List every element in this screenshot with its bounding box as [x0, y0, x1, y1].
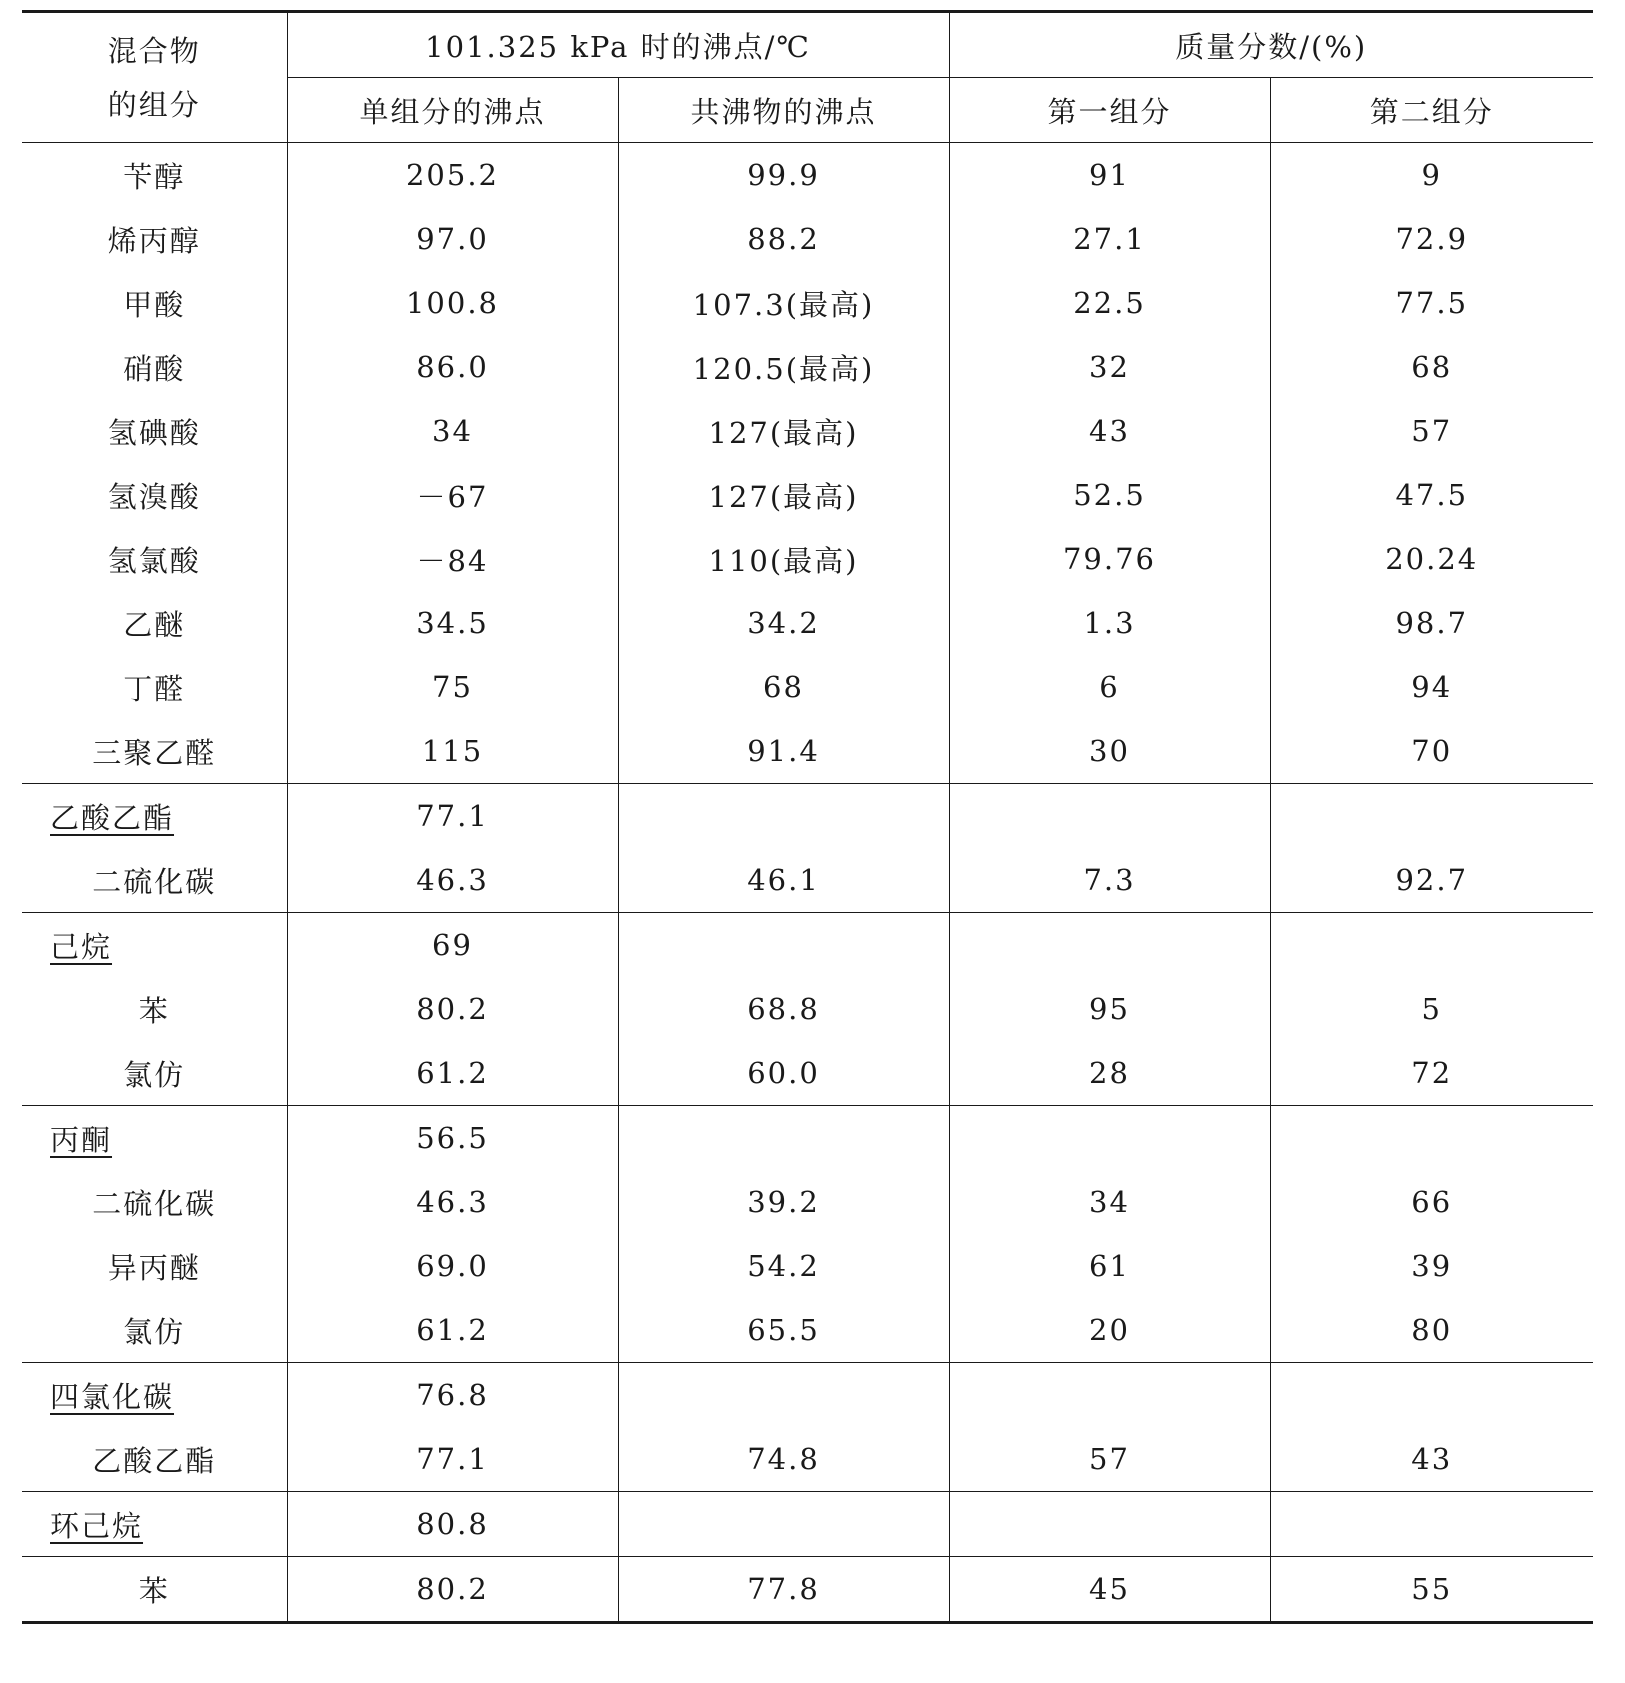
table-row [22, 1363, 1593, 1428]
table-row [22, 271, 1593, 335]
cell-bp-azeotrope [618, 913, 949, 978]
cell-bp-azeotrope [618, 784, 949, 849]
cell-first-component: 34 [949, 1170, 1270, 1234]
component-name-text: 己烷 [50, 929, 113, 964]
cell-second-component: 72.9 [1270, 207, 1593, 271]
cell-bp-azeotrope: 46.1 [618, 848, 949, 913]
cell-bp-single: 205.2 [287, 143, 618, 208]
mixture-group-name [22, 1106, 287, 1171]
cell-bp-single: 56.5 [287, 1106, 618, 1171]
cell-bp-azeotrope: 65.5 [618, 1298, 949, 1363]
component-name [22, 143, 287, 208]
component-name-text: 甲酸 [123, 287, 186, 322]
cell-bp-single: 86.0 [287, 335, 618, 399]
component-name-text: 苄醇 [123, 159, 186, 194]
cell-first-component: 52.5 [949, 463, 1270, 527]
component-name-text: 乙酸乙酯 [50, 800, 175, 835]
component-name-text: 异丙醚 [107, 1250, 201, 1285]
cell-second-component: 43 [1270, 1427, 1593, 1492]
component-name [22, 848, 287, 913]
cell-first-component: 30 [949, 719, 1270, 784]
table-body [22, 143, 1593, 1623]
cell-second-component [1270, 1363, 1593, 1428]
header-mass-fraction-group: 质量分数/(%) [949, 12, 1593, 78]
component-name [22, 1557, 287, 1623]
cell-bp-azeotrope: 68 [618, 655, 949, 719]
table-row [22, 143, 1593, 208]
component-name [22, 527, 287, 591]
cell-first-component [949, 1492, 1270, 1557]
table-row [22, 913, 1593, 978]
cell-first-component: 79.76 [949, 527, 1270, 591]
component-name-text: 二硫化碳 [92, 1186, 217, 1221]
table-row [22, 655, 1593, 719]
table-row [22, 1492, 1593, 1557]
component-name [22, 1041, 287, 1106]
cell-bp-single: 34 [287, 399, 618, 463]
cell-bp-azeotrope: 127(最高) [618, 463, 949, 527]
header-first-component: 第一组分 [949, 78, 1270, 143]
cell-bp-azeotrope: 127(最高) [618, 399, 949, 463]
component-name [22, 463, 287, 527]
cell-bp-azeotrope: 34.2 [618, 591, 949, 655]
component-name-text: 丙酮 [50, 1122, 113, 1157]
header-mixture-line1: 混合物 [107, 33, 201, 68]
component-name-text: 二硫化碳 [92, 864, 217, 899]
cell-first-component: 91 [949, 143, 1270, 208]
cell-second-component: 94 [1270, 655, 1593, 719]
cell-second-component: 5 [1270, 977, 1593, 1041]
mixture-group-name [22, 1363, 287, 1428]
cell-bp-azeotrope: 88.2 [618, 207, 949, 271]
table-row [22, 1557, 1593, 1623]
cell-first-component: 43 [949, 399, 1270, 463]
table-row [22, 848, 1593, 913]
header-boiling-point-group: 101.325 kPa 时的沸点/℃ [287, 12, 949, 78]
cell-first-component: 95 [949, 977, 1270, 1041]
table-row [22, 1106, 1593, 1171]
cell-bp-azeotrope: 99.9 [618, 143, 949, 208]
component-name-text: 氢碘酸 [107, 415, 201, 450]
component-name [22, 591, 287, 655]
header-bp-azeotrope: 共沸物的沸点 [618, 78, 949, 143]
component-name [22, 1234, 287, 1298]
header-second-component: 第二组分 [1270, 78, 1593, 143]
cell-second-component [1270, 913, 1593, 978]
component-name [22, 335, 287, 399]
cell-second-component: 68 [1270, 335, 1593, 399]
cell-second-component [1270, 1106, 1593, 1171]
cell-second-component: 80 [1270, 1298, 1593, 1363]
table-row [22, 719, 1593, 784]
cell-first-component [949, 784, 1270, 849]
table-row [22, 591, 1593, 655]
cell-bp-single: 77.1 [287, 784, 618, 849]
component-name [22, 655, 287, 719]
component-name-text: 苯 [138, 993, 170, 1028]
cell-second-component: 92.7 [1270, 848, 1593, 913]
cell-second-component: 70 [1270, 719, 1593, 784]
cell-bp-single: 97.0 [287, 207, 618, 271]
cell-bp-single: 80.8 [287, 1492, 618, 1557]
component-name-text: 丁醛 [123, 671, 186, 706]
component-name-text: 四氯化碳 [50, 1379, 175, 1414]
cell-bp-azeotrope: 91.4 [618, 719, 949, 784]
component-name-text: 硝酸 [123, 351, 186, 386]
cell-bp-azeotrope: 120.5(最高) [618, 335, 949, 399]
table-header [22, 12, 1593, 143]
cell-bp-single: －84 [287, 527, 618, 591]
header-mixture [22, 12, 287, 143]
cell-first-component [949, 1363, 1270, 1428]
component-name-text: 苯 [138, 1573, 170, 1608]
cell-bp-single: 80.2 [287, 1557, 618, 1623]
table-row [22, 977, 1593, 1041]
cell-bp-single: 69 [287, 913, 618, 978]
cell-first-component [949, 913, 1270, 978]
cell-bp-single: 75 [287, 655, 618, 719]
component-name-text: 环己烷 [50, 1508, 144, 1543]
cell-first-component: 7.3 [949, 848, 1270, 913]
cell-bp-azeotrope: 107.3(最高) [618, 271, 949, 335]
cell-second-component: 98.7 [1270, 591, 1593, 655]
component-name-text: 烯丙醇 [107, 223, 201, 258]
cell-first-component: 57 [949, 1427, 1270, 1492]
cell-bp-azeotrope: 74.8 [618, 1427, 949, 1492]
cell-bp-single: 46.3 [287, 848, 618, 913]
table-row [22, 335, 1593, 399]
cell-bp-single: 46.3 [287, 1170, 618, 1234]
cell-first-component: 22.5 [949, 271, 1270, 335]
component-name-text: 氯仿 [123, 1314, 186, 1349]
cell-bp-azeotrope: 77.8 [618, 1557, 949, 1623]
cell-bp-single: 115 [287, 719, 618, 784]
cell-first-component: 20 [949, 1298, 1270, 1363]
component-name [22, 1298, 287, 1363]
table-row [22, 399, 1593, 463]
cell-bp-single: 61.2 [287, 1041, 618, 1106]
mixture-group-name [22, 1492, 287, 1557]
table-row [22, 1170, 1593, 1234]
component-name-text: 乙酸乙酯 [92, 1443, 217, 1478]
cell-second-component: 55 [1270, 1557, 1593, 1623]
table-row [22, 463, 1593, 527]
component-name [22, 207, 287, 271]
cell-bp-single: 61.2 [287, 1298, 618, 1363]
cell-first-component: 45 [949, 1557, 1270, 1623]
cell-bp-azeotrope: 54.2 [618, 1234, 949, 1298]
component-name [22, 1427, 287, 1492]
header-mixture-line2: 的组分 [107, 87, 201, 122]
azeotrope-table [22, 10, 1593, 1624]
table-row [22, 784, 1593, 849]
component-name [22, 719, 287, 784]
cell-bp-single: 77.1 [287, 1427, 618, 1492]
cell-bp-azeotrope [618, 1363, 949, 1428]
cell-second-component: 57 [1270, 399, 1593, 463]
header-bp-single: 单组分的沸点 [287, 78, 618, 143]
cell-bp-azeotrope: 39.2 [618, 1170, 949, 1234]
cell-bp-azeotrope: 110(最高) [618, 527, 949, 591]
cell-first-component: 32 [949, 335, 1270, 399]
table-row [22, 207, 1593, 271]
component-name [22, 977, 287, 1041]
cell-bp-azeotrope [618, 1106, 949, 1171]
cell-first-component: 6 [949, 655, 1270, 719]
component-name [22, 1170, 287, 1234]
cell-bp-azeotrope: 60.0 [618, 1041, 949, 1106]
component-name-text: 乙醚 [123, 607, 186, 642]
component-name-text: 氯仿 [123, 1057, 186, 1092]
table-row [22, 1427, 1593, 1492]
cell-second-component: 77.5 [1270, 271, 1593, 335]
component-name-text: 氢氯酸 [107, 543, 201, 578]
table-row [22, 1234, 1593, 1298]
cell-second-component: 39 [1270, 1234, 1593, 1298]
cell-first-component: 27.1 [949, 207, 1270, 271]
cell-bp-azeotrope [618, 1492, 949, 1557]
cell-first-component: 1.3 [949, 591, 1270, 655]
component-name-text: 氢溴酸 [107, 479, 201, 514]
cell-bp-single: －67 [287, 463, 618, 527]
mixture-group-name [22, 913, 287, 978]
cell-bp-single: 100.8 [287, 271, 618, 335]
cell-second-component [1270, 784, 1593, 849]
cell-bp-single: 80.2 [287, 977, 618, 1041]
cell-second-component: 72 [1270, 1041, 1593, 1106]
cell-bp-azeotrope: 68.8 [618, 977, 949, 1041]
cell-second-component: 47.5 [1270, 463, 1593, 527]
table-row [22, 1041, 1593, 1106]
component-name-text: 三聚乙醛 [92, 735, 217, 770]
cell-first-component [949, 1106, 1270, 1171]
component-name [22, 271, 287, 335]
table-row [22, 1298, 1593, 1363]
cell-second-component [1270, 1492, 1593, 1557]
cell-bp-single: 76.8 [287, 1363, 618, 1428]
cell-first-component: 28 [949, 1041, 1270, 1106]
component-name [22, 399, 287, 463]
cell-bp-single: 69.0 [287, 1234, 618, 1298]
mixture-group-name [22, 784, 287, 849]
cell-first-component: 61 [949, 1234, 1270, 1298]
table-row [22, 527, 1593, 591]
cell-second-component: 9 [1270, 143, 1593, 208]
cell-second-component: 20.24 [1270, 527, 1593, 591]
cell-second-component: 66 [1270, 1170, 1593, 1234]
cell-bp-single: 34.5 [287, 591, 618, 655]
